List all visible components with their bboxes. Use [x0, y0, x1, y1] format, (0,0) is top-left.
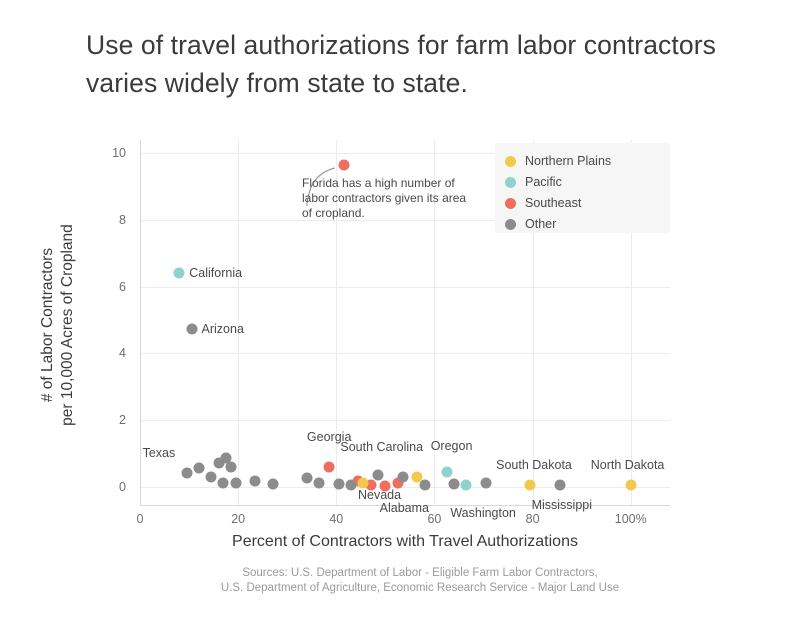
y-axis-label-line1: # of Labor Contractors [39, 247, 56, 403]
data-point[interactable] [397, 471, 408, 482]
sources-note [140, 566, 700, 596]
y-gridline [140, 287, 670, 288]
legend-swatch-icon [505, 156, 516, 167]
sources-line: Sources: U.S. Department of Labor - Eligible Farm Labor Contractors, [242, 567, 598, 579]
y-tick-label: 0 [119, 479, 126, 494]
y-gridline [140, 353, 670, 354]
y-tick-label: 6 [119, 279, 126, 294]
point-label: Georgia [306, 429, 352, 444]
sources-line: U.S. Department of Agriculture, Economic Research Service - Major Land Use [220, 582, 620, 594]
x-tick-label: 0 [136, 512, 144, 526]
data-point[interactable] [461, 480, 472, 491]
point-label: Nevada [358, 488, 402, 502]
y-axis-label-line2: per 10,000 Acres of Cropland [59, 224, 76, 426]
annotation-florida: Florida has a high number of labor contractors given its area of cropland. [302, 176, 467, 220]
data-point[interactable] [333, 479, 344, 490]
legend-item[interactable] [505, 193, 660, 213]
data-point[interactable] [250, 475, 261, 486]
data-point[interactable] [554, 480, 565, 491]
data-point[interactable] [225, 461, 236, 472]
point-label: South Dakota [496, 458, 572, 472]
x-tick-label: 100% [614, 512, 647, 526]
x-tick-label: 40 [329, 512, 344, 526]
y-axis-label [38, 0, 78, 426]
point-label: California [189, 266, 243, 281]
legend-item-label: Southeast [525, 196, 582, 210]
data-point[interactable] [186, 324, 197, 335]
point-label: Mississippi [531, 498, 593, 512]
data-point[interactable] [230, 477, 241, 488]
y-tick-label: 8 [119, 213, 126, 227]
data-point[interactable] [441, 466, 452, 477]
legend-item[interactable] [505, 151, 660, 171]
legend-swatch-icon [505, 219, 516, 230]
x-tick-label: 20 [231, 512, 246, 526]
y-tick-label: 4 [119, 346, 126, 361]
point-label: Arizona [201, 322, 244, 337]
y-tick-label: 2 [119, 413, 126, 427]
legend-item[interactable] [505, 172, 660, 192]
y-axis-label-text [38, 185, 78, 465]
data-point[interactable] [267, 479, 278, 490]
page-title: Use of travel authorizations for farm labor contractors varies widely from state to state. [86, 30, 716, 98]
legend-item[interactable] [505, 214, 660, 234]
data-point[interactable] [193, 463, 204, 474]
point-label: South Carolina [340, 439, 424, 454]
point-label: North Dakota [590, 458, 665, 472]
data-point[interactable] [346, 480, 357, 491]
data-point[interactable] [181, 467, 192, 478]
point-label: Oregon [430, 438, 473, 453]
data-point[interactable] [480, 478, 491, 489]
point-label: Texas [142, 445, 176, 460]
legend-swatch-icon [505, 198, 516, 209]
data-point[interactable] [323, 461, 334, 472]
legend-item-label: Other [525, 217, 557, 231]
data-point[interactable] [206, 471, 217, 482]
y-tick-label: 10 [112, 146, 126, 161]
data-point[interactable] [301, 473, 312, 484]
data-point[interactable] [174, 268, 185, 279]
data-point[interactable] [218, 478, 229, 489]
legend-swatch-icon [505, 177, 516, 188]
legend-item-label: Pacific [525, 175, 562, 189]
data-point[interactable] [373, 470, 384, 481]
data-point[interactable] [525, 480, 536, 491]
y-gridline [140, 420, 670, 421]
legend-item-label: Northern Plains [525, 154, 612, 168]
y-axis-line [140, 140, 141, 505]
data-point[interactable] [625, 480, 636, 491]
point-label: Washington [450, 506, 516, 520]
data-point[interactable] [338, 160, 349, 171]
x-tick-label: 60 [427, 512, 442, 526]
data-point[interactable] [449, 479, 460, 490]
x-axis-label: Percent of Contractors with Travel Authorizations [232, 533, 578, 550]
legend [495, 143, 670, 233]
data-point[interactable] [419, 479, 430, 490]
data-point[interactable] [314, 478, 325, 489]
point-label: Alabama [379, 501, 429, 516]
x-tick-label: 80 [525, 512, 540, 526]
